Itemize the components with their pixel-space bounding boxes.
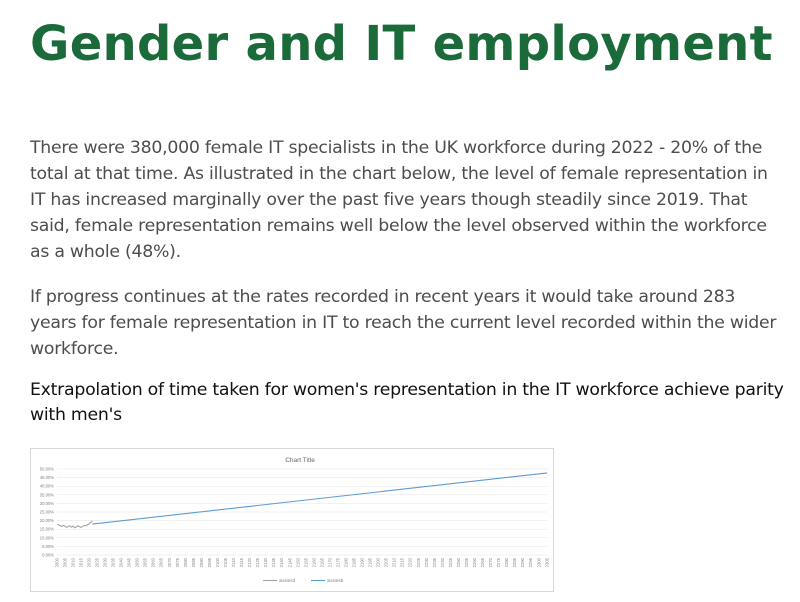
- x-tick-label: 2300: [536, 558, 542, 568]
- x-tick-label: 2140: [279, 558, 285, 568]
- x-tick-label: 2160: [311, 558, 317, 568]
- x-tick-label: 2180: [343, 558, 349, 568]
- x-tick-label: 2175: [335, 558, 341, 568]
- series-line-series3: [57, 521, 92, 528]
- x-tick-label: 2040: [118, 558, 124, 568]
- x-tick-label: 2045: [126, 558, 132, 568]
- x-tick-label: 2055: [142, 558, 148, 568]
- x-axis-tick-labels: [54, 557, 549, 567]
- x-tick-label: 2125: [255, 558, 261, 568]
- x-tick-label: 2030: [102, 558, 108, 568]
- y-tick-label: 50.00%: [39, 466, 54, 472]
- legend-label: Series5: [327, 579, 344, 584]
- x-tick-label: 2070: [166, 558, 172, 568]
- x-tick-label: 2000: [54, 558, 60, 568]
- x-tick-label: 2100: [214, 558, 220, 568]
- x-tick-label: 2050: [134, 558, 140, 568]
- x-tick-label: 2150: [295, 558, 301, 568]
- x-tick-label: 2145: [287, 558, 293, 568]
- x-tick-label: 2105: [222, 558, 228, 568]
- x-tick-label: 2025: [94, 558, 100, 568]
- x-tick-label: 2020: [86, 558, 92, 568]
- x-tick-label: 2015: [78, 558, 84, 568]
- x-tick-label: 2005: [62, 558, 68, 568]
- line-chart: [31, 449, 553, 591]
- x-tick-label: 2260: [472, 558, 478, 568]
- x-tick-label: 2205: [383, 558, 389, 568]
- chart-heading: Extrapolation of time taken for women's representation in the IT workforce achieve parity with men's: [30, 380, 784, 425]
- y-tick-label: 5.00%: [42, 543, 54, 549]
- x-tick-label: 2245: [447, 558, 453, 568]
- x-tick-label: 2285: [512, 558, 518, 568]
- legend-label: Series3: [279, 579, 296, 584]
- x-tick-label: 2255: [463, 558, 469, 568]
- projection-paragraph: If progress continues at the rates recorded in recent years it would take around 283 years for female representation in IT to reach the current level recorded within the wider workforce.: [30, 287, 777, 359]
- y-tick-label: 10.00%: [39, 535, 54, 541]
- x-tick-label: 2080: [182, 558, 188, 568]
- x-tick-label: 2220: [407, 558, 413, 568]
- legend: [263, 578, 344, 584]
- x-tick-label: 2185: [351, 558, 357, 568]
- x-tick-label: 2065: [158, 558, 164, 568]
- x-tick-label: 2135: [271, 558, 277, 568]
- x-tick-label: 2120: [247, 558, 253, 568]
- y-tick-label: 25.00%: [39, 509, 54, 515]
- y-tick-label: 30.00%: [39, 500, 54, 506]
- x-tick-label: 2280: [504, 558, 510, 568]
- x-tick-label: 2060: [150, 558, 156, 568]
- x-tick-label: 2230: [423, 558, 429, 568]
- x-tick-label: 2165: [319, 558, 325, 568]
- y-tick-label: 20.00%: [39, 518, 54, 524]
- x-tick-label: 2035: [110, 558, 116, 568]
- x-tick-label: 2090: [198, 558, 204, 568]
- x-tick-label: 2265: [480, 558, 486, 568]
- y-tick-label: 0.00%: [42, 552, 54, 558]
- y-tick-label: 35.00%: [39, 492, 54, 498]
- series-lines: [57, 473, 547, 528]
- x-tick-label: 2075: [174, 558, 180, 568]
- x-tick-label: 2290: [520, 558, 526, 568]
- x-tick-label: 2275: [496, 558, 502, 568]
- series-line-series5: [92, 473, 547, 524]
- x-tick-label: 2195: [367, 558, 373, 568]
- gridlines: [57, 469, 547, 555]
- chart-container: [30, 448, 554, 592]
- x-tick-label: 2305: [544, 558, 550, 568]
- y-tick-label: 45.00%: [39, 475, 54, 481]
- x-tick-label: 2115: [239, 558, 245, 568]
- y-axis-tick-labels: [40, 467, 54, 558]
- x-tick-label: 2170: [327, 558, 333, 568]
- x-tick-label: 2155: [303, 558, 309, 568]
- x-tick-label: 2270: [488, 558, 494, 568]
- x-tick-label: 2215: [399, 558, 405, 568]
- x-tick-label: 2235: [431, 558, 437, 568]
- x-tick-label: 2190: [359, 558, 365, 568]
- x-tick-label: 2250: [455, 558, 461, 568]
- x-tick-label: 2110: [231, 558, 237, 568]
- x-tick-label: 2095: [206, 558, 212, 568]
- x-tick-label: 2225: [415, 558, 421, 568]
- x-tick-label: 2210: [391, 558, 397, 568]
- y-tick-label: 40.00%: [39, 483, 54, 489]
- x-tick-label: 2010: [70, 558, 76, 568]
- y-tick-label: 15.00%: [39, 526, 54, 532]
- x-tick-label: 2200: [375, 558, 381, 568]
- x-tick-label: 2295: [528, 558, 534, 568]
- x-tick-label: 2240: [439, 558, 445, 568]
- chart-title: Chart Title: [285, 457, 315, 464]
- x-tick-label: 2130: [263, 558, 269, 568]
- intro-paragraph: There were 380,000 female IT specialists in the UK workforce during 2022 - 20% of the total at that time. As illustrated in the chart below, the level of female representation in IT has increased marginally over the past five years though steadily since 2019. That said, female representation remains well below the level observed within the workforce as a whole (48%).: [30, 138, 768, 262]
- x-tick-label: 2085: [190, 558, 196, 568]
- page-title: Gender and IT employment: [30, 16, 773, 72]
